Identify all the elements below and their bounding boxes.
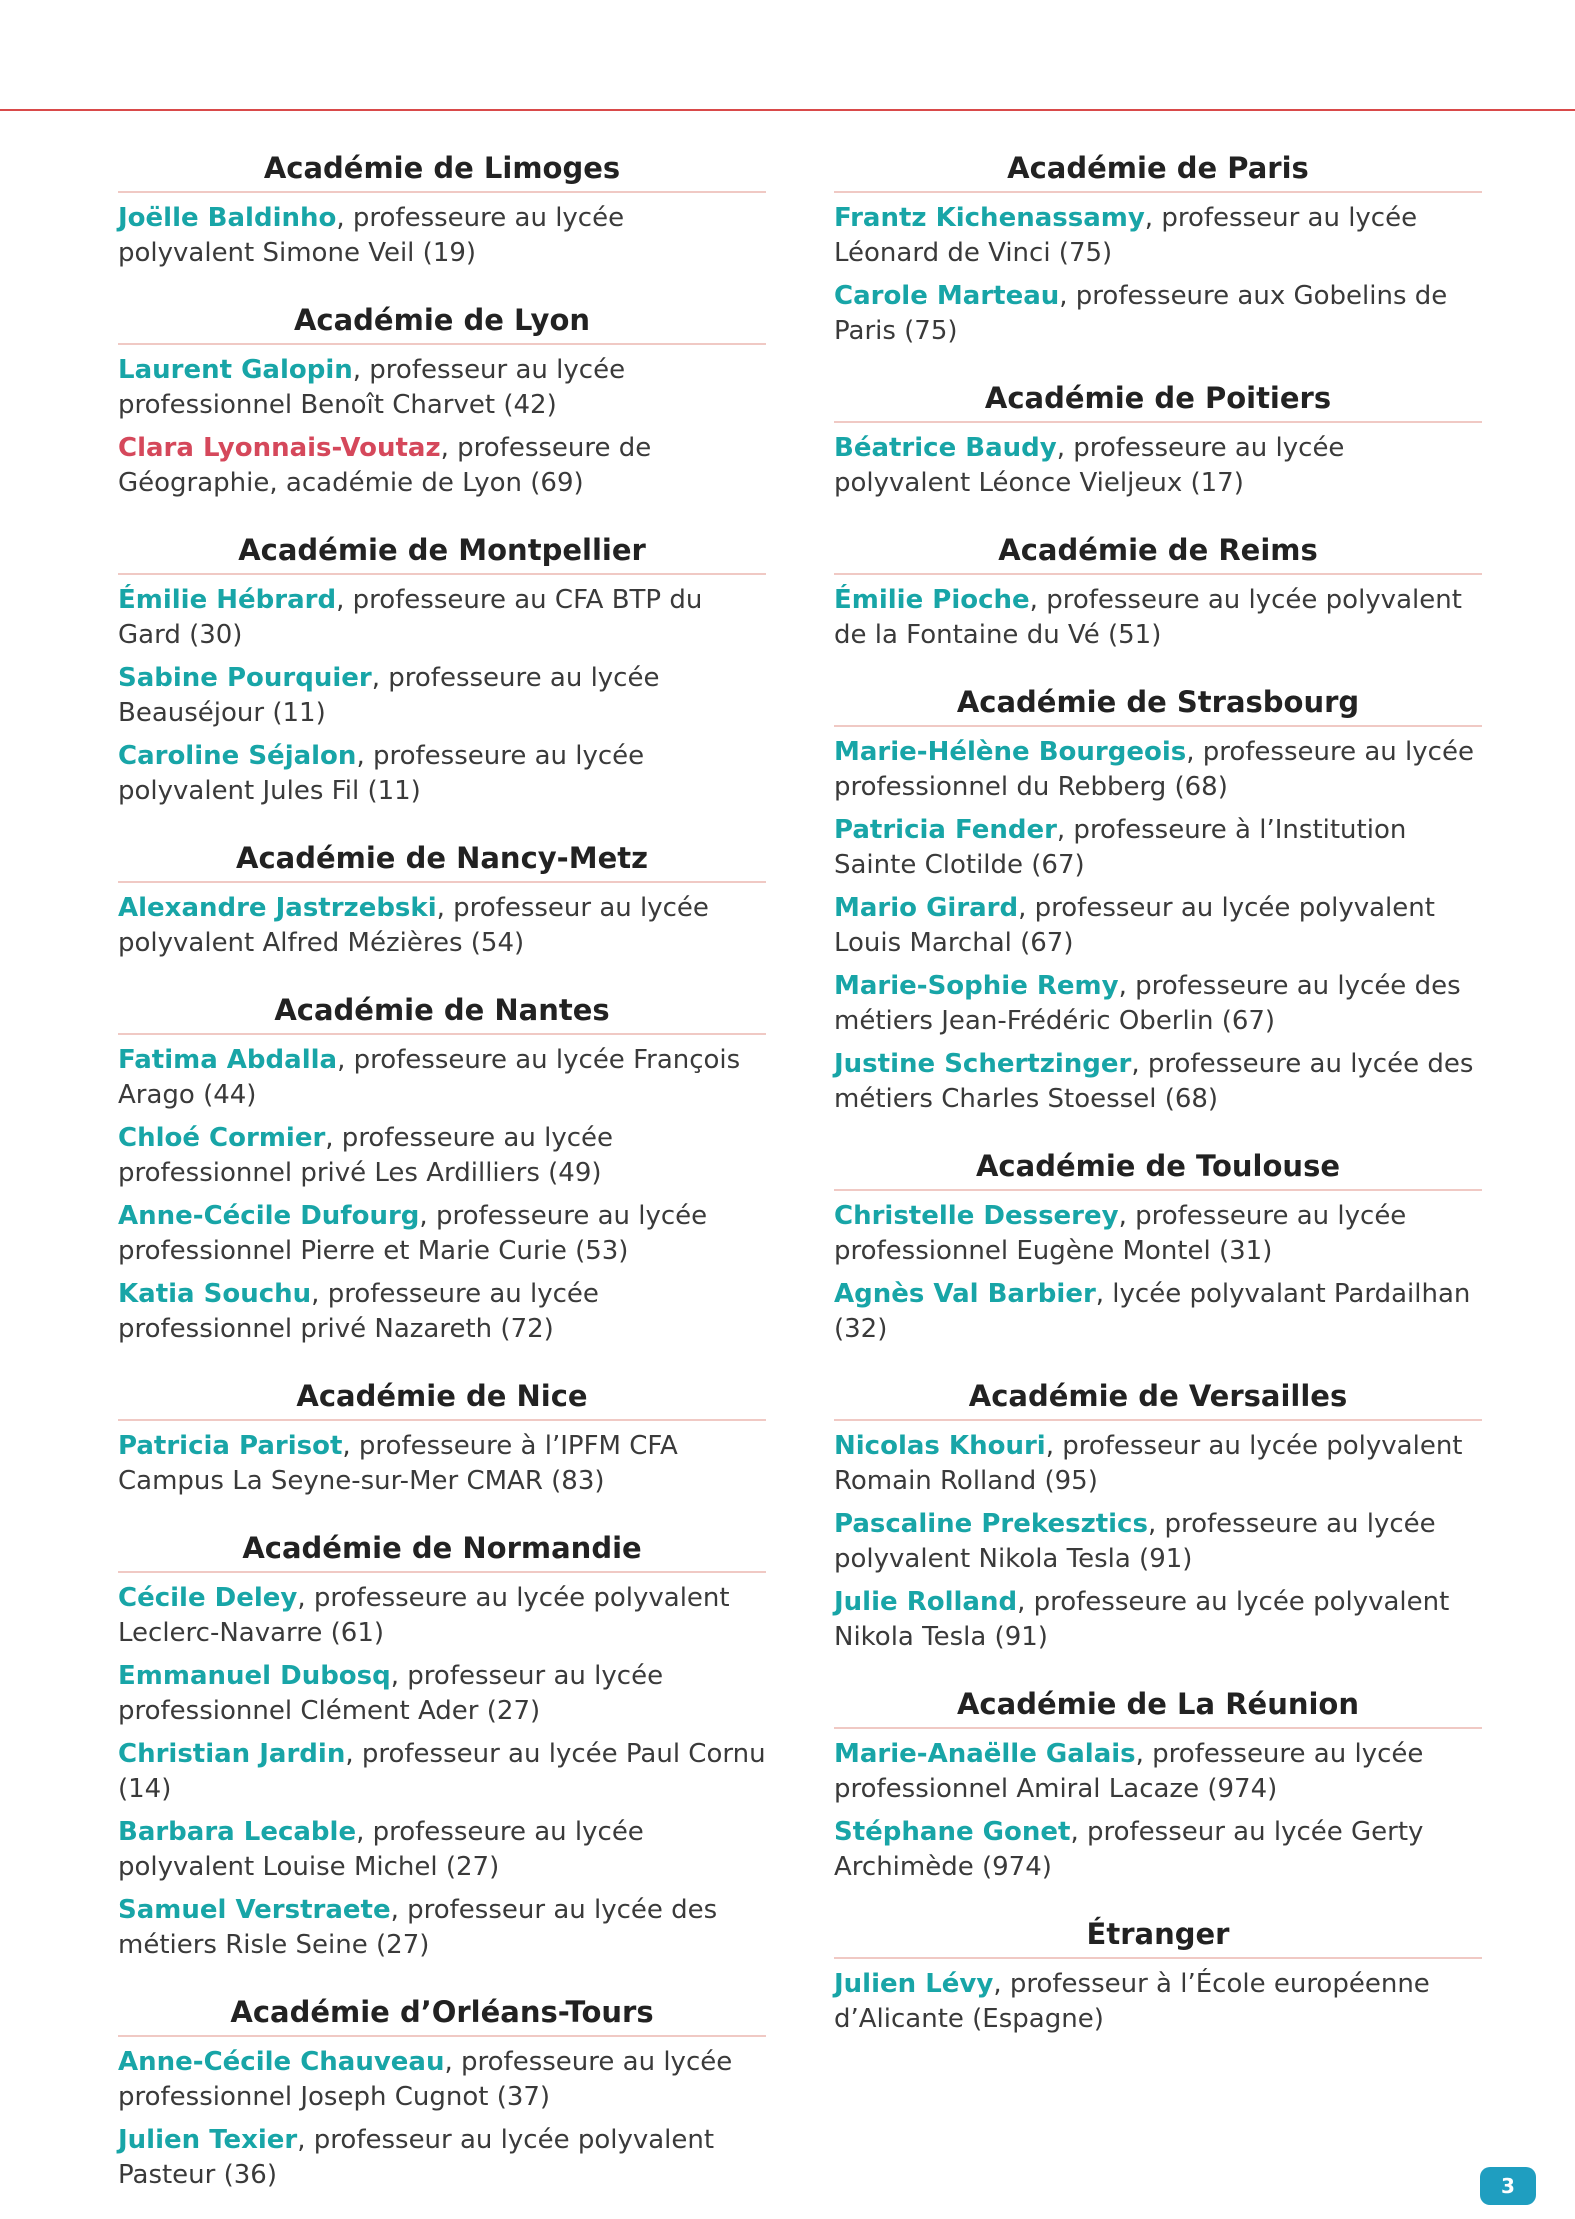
list-item xyxy=(834,1199,1482,1269)
section-title: Académie de Reims xyxy=(834,527,1482,575)
person-name: Alexandre Jastrzebski xyxy=(118,893,437,923)
person-description: , professeure au lycée professionnel du Rebberg (68) xyxy=(834,737,1474,802)
person-name: Barbara Lecable xyxy=(118,1817,357,1847)
list-item xyxy=(118,661,766,731)
list-item xyxy=(118,2123,766,2193)
person-name: Fatima Abdalla xyxy=(118,1045,338,1075)
list-item xyxy=(118,1893,766,1963)
list-item xyxy=(834,1737,1482,1807)
person-name: Carole Marteau xyxy=(834,281,1060,311)
person-description: , professeure au lycée des métiers Jean-Frédéric Oberlin (67) xyxy=(834,971,1461,1036)
person-description: , professeure au CFA BTP du Gard (30) xyxy=(118,585,703,650)
person-name: Sabine Pourquier xyxy=(118,663,372,693)
person-name: Émilie Pioche xyxy=(834,585,1030,615)
list-item xyxy=(834,1815,1482,1885)
person-name: Stéphane Gonet xyxy=(834,1817,1071,1847)
person-description: , professeur au lycée polyvalent Pasteur (36) xyxy=(118,2125,715,2190)
person-name: Julien Lévy xyxy=(834,1969,994,1999)
list-item xyxy=(118,1659,766,1729)
person-name: Christelle Desserey xyxy=(834,1201,1119,1231)
academy-section xyxy=(118,527,766,809)
list-item xyxy=(834,1585,1482,1655)
academy-section xyxy=(118,1525,766,1963)
academy-section xyxy=(118,145,766,271)
person-name: Marie-Sophie Remy xyxy=(834,971,1119,1001)
section-title: Académie de Versailles xyxy=(834,1373,1482,1421)
list-item xyxy=(118,1121,766,1191)
person-description: , professeur au lycée des métiers Risle Seine (27) xyxy=(118,1895,718,1960)
person-description: , professeur au lycée polyvalent Louis Marchal (67) xyxy=(834,893,1435,958)
list-item xyxy=(834,735,1482,805)
person-name: Mario Girard xyxy=(834,893,1019,923)
academy-section xyxy=(834,1681,1482,1885)
list-item xyxy=(834,1429,1482,1499)
person-description: , professeure au lycée professionnel Pierre et Marie Curie (53) xyxy=(118,1201,708,1266)
section-title: Académie d’Orléans-Tours xyxy=(118,1989,766,2037)
person-name: Anne-Cécile Chauveau xyxy=(118,2047,445,2077)
person-description: , professeure au lycée polyvalent Nikola Tesla (91) xyxy=(834,1509,1436,1574)
list-item xyxy=(118,1815,766,1885)
list-item xyxy=(834,431,1482,501)
list-item xyxy=(118,1199,766,1269)
list-item xyxy=(834,1967,1482,2037)
person-description: , professeur au lycée professionnel Clément Ader (27) xyxy=(118,1661,664,1726)
list-item xyxy=(834,201,1482,271)
section-title: Académie de Normandie xyxy=(118,1525,766,1573)
person-name: Pascaline Prekesztics xyxy=(834,1509,1148,1539)
list-item xyxy=(834,279,1482,349)
person-name: Justine Schertzinger xyxy=(834,1049,1132,1079)
list-item xyxy=(118,583,766,653)
list-item xyxy=(118,431,766,501)
section-title: Académie de Nancy-Metz xyxy=(118,835,766,883)
person-description: , professeur au lycée Paul Cornu (14) xyxy=(118,1739,766,1804)
list-item xyxy=(834,813,1482,883)
person-name: Emmanuel Dubosq xyxy=(118,1661,391,1691)
person-name: Clara Lyonnais-Voutaz xyxy=(118,433,441,463)
list-item xyxy=(834,891,1482,961)
person-description: , professeure au lycée polyvalent Simone Veil (19) xyxy=(118,203,625,268)
list-item xyxy=(834,1507,1482,1577)
person-description: , professeure au lycée des métiers Charles Stoessel (68) xyxy=(834,1049,1474,1114)
person-name: Anne-Cécile Dufourg xyxy=(118,1201,420,1231)
person-name: Julien Texier xyxy=(118,2125,298,2155)
section-title: Étranger xyxy=(834,1911,1482,1959)
left-column xyxy=(118,145,766,2219)
person-description: , professeur au lycée Gerty Archimède (974) xyxy=(834,1817,1424,1882)
person-description: , professeur au lycée polyvalent Romain Rolland (95) xyxy=(834,1431,1463,1496)
list-item xyxy=(834,969,1482,1039)
person-description: , professeure au lycée professionnel Eugène Montel (31) xyxy=(834,1201,1407,1266)
person-description: , professeure au lycée polyvalent Nikola Tesla (91) xyxy=(834,1587,1450,1652)
list-item xyxy=(118,1737,766,1807)
person-description: , lycée polyvalant Pardailhan (32) xyxy=(834,1279,1471,1344)
academy-section xyxy=(834,145,1482,349)
academy-section xyxy=(834,1143,1482,1347)
academy-section xyxy=(118,1989,766,2193)
person-name: Katia Souchu xyxy=(118,1279,312,1309)
section-title: Académie de Limoges xyxy=(118,145,766,193)
section-title: Académie de Montpellier xyxy=(118,527,766,575)
person-description: , professeure de Géographie, académie de Lyon (69) xyxy=(118,433,652,498)
person-name: Laurent Galopin xyxy=(118,355,353,385)
person-name: Christian Jardin xyxy=(118,1739,346,1769)
list-item xyxy=(118,201,766,271)
person-name: Joëlle Baldinho xyxy=(118,203,337,233)
list-item xyxy=(118,1429,766,1499)
person-description: , professeur au lycée polyvalent Alfred Mézières (54) xyxy=(118,893,709,958)
list-item xyxy=(834,1047,1482,1117)
person-description: , professeure au lycée polyvalent Leclerc-Navarre (61) xyxy=(118,1583,730,1648)
person-name: Marie-Anaëlle Galais xyxy=(834,1739,1136,1769)
person-description: , professeur au lycée professionnel Benoît Charvet (42) xyxy=(118,355,626,420)
list-item xyxy=(834,1277,1482,1347)
academy-section xyxy=(834,527,1482,653)
person-description: , professeure au lycée polyvalent Jules Fil (11) xyxy=(118,741,645,806)
person-description: , professeure au lycée Beauséjour (11) xyxy=(118,663,660,728)
person-name: Nicolas Khouri xyxy=(834,1431,1046,1461)
academy-section xyxy=(118,297,766,501)
academy-section xyxy=(834,1911,1482,2037)
person-description: , professeure aux Gobelins de Paris (75) xyxy=(834,281,1448,346)
list-item xyxy=(834,583,1482,653)
person-description: , professeure au lycée professionnel Joseph Cugnot (37) xyxy=(118,2047,733,2112)
academy-section xyxy=(118,835,766,961)
person-name: Julie Rolland xyxy=(834,1587,1018,1617)
section-title: Académie de Nantes xyxy=(118,987,766,1035)
academy-section xyxy=(118,1373,766,1499)
section-title: Académie de La Réunion xyxy=(834,1681,1482,1729)
list-item xyxy=(118,353,766,423)
list-item xyxy=(118,1043,766,1113)
top-rule xyxy=(0,109,1575,111)
section-title: Académie de Poitiers xyxy=(834,375,1482,423)
section-title: Académie de Lyon xyxy=(118,297,766,345)
person-description: , professeure au lycée professionnel Amiral Lacaze (974) xyxy=(834,1739,1424,1804)
person-description: , professeure au lycée professionnel privé Nazareth (72) xyxy=(118,1279,599,1344)
person-description: , professeure au lycée François Arago (44) xyxy=(118,1045,741,1110)
person-description: , professeure au lycée polyvalent de la Fontaine du Vé (51) xyxy=(834,585,1462,650)
person-name: Marie-Hélène Bourgeois xyxy=(834,737,1187,767)
person-name: Émilie Hébrard xyxy=(118,585,337,615)
list-item xyxy=(118,891,766,961)
list-item xyxy=(118,739,766,809)
person-description: , professeure au lycée polyvalent Louise Michel (27) xyxy=(118,1817,644,1882)
right-column xyxy=(834,145,1482,2063)
page-number-badge: 3 xyxy=(1480,2167,1536,2205)
person-description: , professeur à l’École européenne d’Alicante (Espagne) xyxy=(834,1969,1430,2034)
person-name: Caroline Séjalon xyxy=(118,741,357,771)
person-name: Cécile Deley xyxy=(118,1583,298,1613)
section-title: Académie de Toulouse xyxy=(834,1143,1482,1191)
person-name: Patricia Parisot xyxy=(118,1431,343,1461)
academy-section xyxy=(834,1373,1482,1655)
section-title: Académie de Nice xyxy=(118,1373,766,1421)
list-item xyxy=(118,1277,766,1347)
person-name: Béatrice Baudy xyxy=(834,433,1057,463)
list-item xyxy=(118,1581,766,1651)
person-description: , professeure à l’Institution Sainte Clotilde (67) xyxy=(834,815,1407,880)
academy-section xyxy=(118,987,766,1347)
person-description: , professeur au lycée Léonard de Vinci (75) xyxy=(834,203,1418,268)
person-description: , professeure au lycée professionnel privé Les Ardilliers (49) xyxy=(118,1123,614,1188)
section-title: Académie de Paris xyxy=(834,145,1482,193)
academy-section xyxy=(834,679,1482,1117)
person-description: , professeure au lycée polyvalent Léonce Vieljeux (17) xyxy=(834,433,1345,498)
academy-section xyxy=(834,375,1482,501)
person-name: Samuel Verstraete xyxy=(118,1895,391,1925)
person-name: Patricia Fender xyxy=(834,815,1057,845)
person-name: Agnès Val Barbier xyxy=(834,1279,1096,1309)
person-name: Chloé Cormier xyxy=(118,1123,326,1153)
list-item xyxy=(118,2045,766,2115)
person-name: Frantz Kichenassamy xyxy=(834,203,1145,233)
person-description: , professeure à l’IPFM CFA Campus La Seyne-sur-Mer CMAR (83) xyxy=(118,1431,678,1496)
section-title: Académie de Strasbourg xyxy=(834,679,1482,727)
